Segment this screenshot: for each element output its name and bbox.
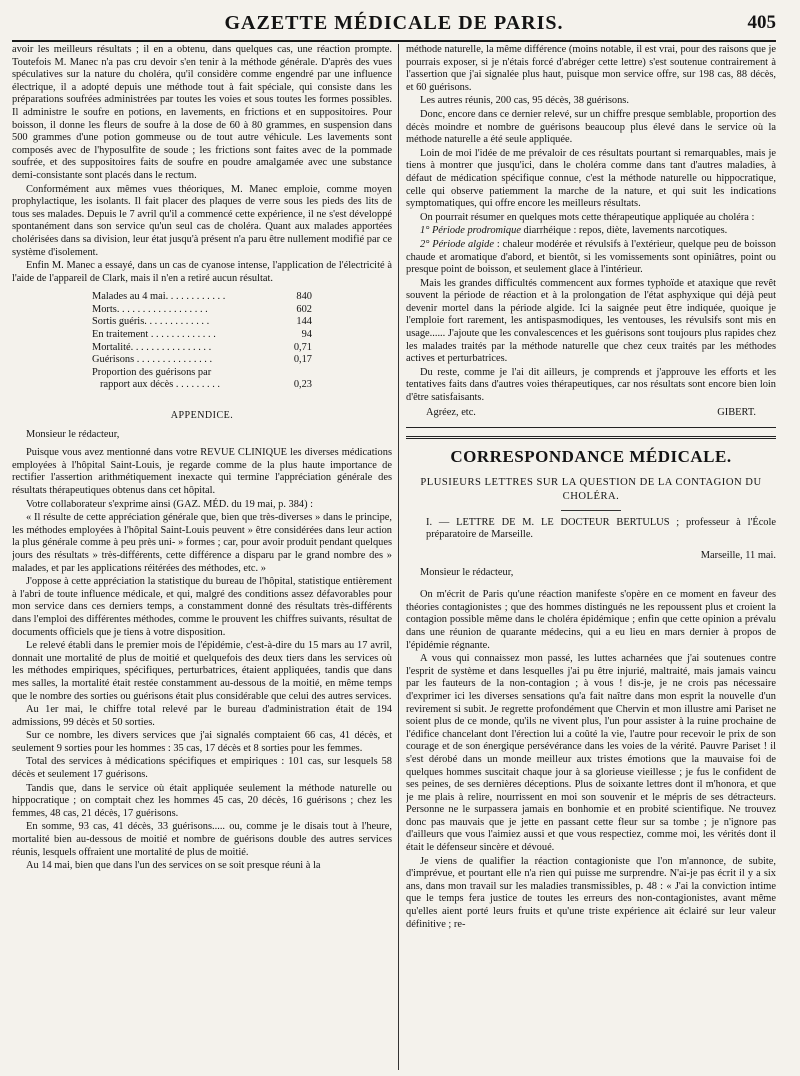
stat-label: En traitement . . . . . . . . . . . . . xyxy=(92,329,216,341)
paragraph: Mais les grandes difficultés commencent aux formes typhoïde et ataxique que revêt souvent la période de réaction et à la prolongation de l'état asphyxique qui déjà peut devenir mortel dans la période algide. Ici la saignée peut être indiquée, quoique je l'emploie fort rarement, les antispasmodiques, les ventouses, les révulsifs sont mis en usage...... J'ajoute que les convalescences et les guérisons sont toujours plus rapides chez les malades traités par la méthode naturelle que chez ceux traités par les méthodes actives et perturbatrices. xyxy=(406,277,776,365)
stat-row xyxy=(92,329,312,342)
paragraph: A vous qui connaissez mon passé, les luttes acharnées que j'ai soutenues contre l'esprit de système et dans lesquelles j'ai pu être injurié, maltraité, mais jamais vaincu par les fauteurs de la non-contagion ; à vous ! dis-je, je ne crois pas nécessaire d'exprimer ici les diverses sensations qu'a fait naître dans mon esprit la nouvelle d'un revirement si subit. Je regrette profondément que Chervin et mon illustre ami Pariset ne soient plus de ce monde, qu'ils ne vivent plus, l'un pour assister à la ruine prochaine de l'édifice chancelant dont l'érection lui a coûté la vie, l'autre pour recevoir le prix de son courage et de son énergique persévérance dans les voies de la vérité. Pauvre Pariset ! il s'est dérobé dans un monde meilleur aux tristes émotions que la mauvaise foi de quelques hommes suscitait chaque jour à sa glorieuse vieillesse ; je fus le confident de ses peines, de ses dernières déceptions. Plus de soixante lettres dont il m'honora, et que je me plais à relire, nourrissent en moi son souvenir et le mépris de ses détracteurs. Personne ne le surpassera jamais en bonhomie et en probité scientifique. Ne trouvez donc pas mauvais que je jette en passant cette fleur sur sa tombe ; je n'ignore pas d'ailleurs que vous l'aimiez aussi et que vous respectiez, comme moi, les vérités dont il était le défenseur sincère et dévoué. xyxy=(406,653,776,854)
stat-label: Proportion des guérisons par xyxy=(92,366,212,378)
stat-row xyxy=(92,291,312,304)
phase-label: 2° Période algide xyxy=(420,238,494,250)
stat-label: Morts. . . . . . . . . . . . . . . . . . xyxy=(92,303,208,315)
paragraph: Au 14 mai, bien que dans l'un des services on se soit presque réuni à la xyxy=(26,860,321,872)
stat-row xyxy=(92,342,312,355)
paragraph: Je viens de qualifier la réaction contagioniste que l'on m'annonce, de subite, d'imprévue, et pourtant elle n'a rien qui puisse me surprendre. N'ai-je pas écrit il y a six ans, dans mon travail sur les maladies transmissibles, p. 48 : « J'ai la conviction intime que le temps fera justice de toutes les erreurs des non-contagionistes, avant même qu'elles aient porté leurs fruits et qu'une triste expérience ait éclairé sur leur valeur définitive ; re- xyxy=(406,855,776,930)
paragraph: avoir les meilleurs résultats ; il en a obtenu, dans quelques cas, une réaction prompte. Toutefois M. Manec n'a pas cru devoir s'en tenir à la méthode générale. D'après des vues spéculatives sur la nature du choléra, qu'il considère comme engendré par une influence électrique, il a adopté depuis une méthode tout à fait spéciale, qui consiste dans les préparations soufrées administrées par toutes les voies et sous toutes les formes possibles. Il administre le soufre en potions, en lavements, en frictions et en suppositoires. Pour boisson, il donne les fleurs de soufre à la dose de 60 à 80 grammes, en suspension dans 500 grammes d'une potion gommeuse ou de tout autre véhicule. Les lavements sont composés avec de l'hyposulfite de soude ; les frictions sont faites avec de la pommade soufrée, et des suppositoires faits de soufre en poudre amalgamée avec une substance demi-consistante sont placés dans le rectum. xyxy=(12,44,392,181)
page-header xyxy=(12,10,776,42)
paragraph: On m'écrit de Paris qu'une réaction manifeste s'opère en ce moment en faveur des théories contagionistes ; que des hommes distingués ne les repoussent plus et croient la contagion possible même dans le choléra épidémique ; enfin que cette opinion a prévalu dans une réunion de quarante médecins, qui a eu lieu en mars dernier à propos de l'épidémie régnante. xyxy=(406,589,776,651)
left-column xyxy=(12,44,392,1072)
stat-value: 840 xyxy=(296,291,312,303)
stat-label: Sortis guéris. . . . . . . . . . . . . xyxy=(92,316,210,328)
treatment-item xyxy=(406,225,776,238)
paragraph: Donc, encore dans ce dernier relevé, sur un chiffre presque semblable, proportion des décès moindre et nombre de guérisons beaucoup plus élevé dans le service où la méthode naturelle a été seule appliquée. xyxy=(406,108,776,146)
section-title: CORRESPONDANCE MÉDICALE. xyxy=(450,447,732,467)
short-divider xyxy=(561,510,621,511)
letter-heading: I. — LETTRE DE M. LE DOCTEUR BERTULUS ; professeur à l'École préparatoire de Marseille. xyxy=(426,516,776,541)
stat-value: 0,23 xyxy=(293,379,312,391)
right-column xyxy=(406,44,776,1072)
signature: GIBERT. xyxy=(717,406,756,418)
stat-value xyxy=(282,367,312,380)
stat-label: Malades au 4 mai. . . . . . . . . . . . xyxy=(92,291,226,303)
paragraph: Enfin M. Manec a essayé, dans un cas de cyanose intense, l'application de l'électricité à l'aide de l'appareil de Clark, mais il n'en a retiré aucun résultat. xyxy=(12,260,392,284)
section-subtitle: PLUSIEURS LETTRES SUR LA QUESTION DE LA CONTAGION DU CHOLÉRA. xyxy=(420,476,762,502)
paragraph: méthode naturelle, la même différence (moins notable, il est vrai, pour des raisons que je pourrais exposer, si je n'étais forcé d'abréger cette lettre) s'est soutenue contrairement à l'assertion que j'ai signalée plus haut, puisque mon service offre, sur 198 cas, 88 décès, et 60 guérisons. xyxy=(406,44,776,93)
paragraph: Total des services à médications spécifiques et empiriques : 101 cas, sur lesquels 58 décès et seulement 17 guérisons. xyxy=(12,756,392,781)
stat-row xyxy=(92,354,312,367)
paragraph: Puisque vous avez mentionné dans votre REVUE CLINIQUE les diverses médications employées à l'hôpital Saint-Louis, je regarde comme de la plus haute importance de rectifier l'assertion arithmétiquement inexacte qui termine l'appréciation générale des résultats thérapeutiques obtenus dans cet hôpital. xyxy=(12,447,392,496)
quoted-paragraph: « Il résulte de cette appréciation générale que, bien que très-diverses » dans le principe, les méthodes employées à l'hôpital Saint-Louis peuvent » être considérées dans leur action la plus générale comme à peu près uni- » formes ; car, pour avoir produit pendant quelques jours des résultats » très-différents, cette différence a disparu par le grand nombre des » malades, et par les applications réitérées des méthodes, etc. » xyxy=(12,512,392,574)
stat-label: Mortalité. . . . . . . . . . . . . . . . xyxy=(92,341,212,353)
stat-label: rapport aux décès . . . . . . . . . xyxy=(100,379,221,391)
salutation: Monsieur le rédacteur, xyxy=(420,566,514,578)
paragraph: Au 1er mai, le chiffre total relevé par le bureau d'administration était de 194 admissions, 99 décès et 50 sorties. xyxy=(12,704,392,728)
page-number: 405 xyxy=(747,12,776,33)
stat-label: Guérisons . . . . . . . . . . . . . . . xyxy=(92,354,213,366)
paragraph: Tandis que, dans le service où était appliquée seulement la méthode naturelle ou hippocratique ; on comptait chez les hommes 45 cas, 20 décès, 16 guérisons ; chez les femmes, 48 cas, 21 décès, 17 guérisons. xyxy=(12,782,392,819)
journal-title: GAZETTE MÉDICALE DE PARIS. xyxy=(224,12,564,34)
phase-label: 1° Période prodromique xyxy=(420,225,521,237)
section-divider-double xyxy=(406,436,776,439)
paragraph: Sur ce nombre, les divers services que j'ai signalés comptaient 66 cas, 41 décès, et seulement 9 sorties pour les hommes : 35 cas, 17 décès et 8 sorties pour les femmes. xyxy=(12,730,392,754)
letter-closing xyxy=(406,407,776,420)
stat-row xyxy=(92,316,312,329)
paragraph: On pourrait résumer en quelques mots cette thérapeutique appliquée au choléra : xyxy=(420,211,755,223)
paragraph: Les autres réunis, 200 cas, 95 décès, 38 guérisons. xyxy=(420,95,629,107)
phase-text: diarrhéique : repos, diète, lavements narcotiques. xyxy=(520,225,728,237)
stat-row xyxy=(92,304,312,317)
paragraph: En somme, 93 cas, 41 décès, 33 guérisons..... ou, comme je le disais tout à l'heure, mortalité bien au-dessous de moitié et nombre de guérisons double des autres services réunis, lesquels offraient une mortalité de plus de moitié. xyxy=(12,821,392,858)
treatment-item xyxy=(406,239,776,277)
stat-value: 0,71 xyxy=(293,341,312,353)
statistics-table xyxy=(92,291,312,392)
stat-row xyxy=(92,367,312,380)
paragraph: Conformément aux mêmes vues théoriques, M. Manec emploie, comme moyen prophylactique, les isolants. Il fait placer des plaques de verre sous les pieds des lits de tous ses malades. Depuis le 7 avril qu'il a commencé cette expérience, il ne s'est développé spontanément dans son service qu'un seul cas de choléra. Quant aux malades apportées cholérisées dans sa division, leur état jusqu'à présent n'a paru être nullement modifié par ce système d'isolement. xyxy=(12,183,392,258)
paragraph: Le relevé établi dans le premier mois de l'épidémie, c'est-à-dire du 15 mars au 17 avril, donnait une mortalité de plus de moitié et quelquefois des deux tiers dans les services où les méthodes empiriques, spécifiques, perturbatrices, étaient appliquées, tandis que dans mes salles, la mortalité était restée constamment au-dessous de la moitié, en même temps que le nombre des sorties ou guérisons était plus considérable que celui des autres services. xyxy=(12,640,392,702)
column-divider xyxy=(398,44,399,1070)
stat-value: 602 xyxy=(296,303,312,315)
stat-value: 144 xyxy=(296,316,312,328)
section-divider xyxy=(406,427,776,428)
salutation: Monsieur le rédacteur, xyxy=(26,428,120,440)
paragraph: Loin de moi l'idée de me prévaloir de ces résultats pourtant si remarquables, mais je tiens à montrer que jusqu'ici, dans le choléra comme dans tant d'autres maladies, à défaut de médication spécifique connue, c'est la méthode naturelle ou hippocratique, celle qui observe patiemment la marche de la nature, et qui suit les indications symptomatiques, qui offre encore les meilleurs résultats. xyxy=(406,147,776,210)
stat-value: 0,17 xyxy=(293,354,312,366)
paragraph: Du reste, comme je l'ai dit ailleurs, je comprends et j'approuve les efforts et les tentatives faits dans d'autres voies thérapeutiques, car nos résultats sont encore bien loin d'être satisfaisants. xyxy=(406,366,776,404)
closing-text: Agréez, etc. xyxy=(426,406,476,418)
place-date: Marseille, 11 mai. xyxy=(700,550,776,561)
stat-row xyxy=(92,379,312,392)
paragraph: J'oppose à cette appréciation la statistique du bureau de l'hôpital, statistique entièrement à l'abri de toute influence médicale, et qui, malgré des conditions assez défavorables pour mon service dans ces derniers temps, a constamment donné des résultats très-différents dans l'emploi des différentes méthodes, comme le prouvent les chiffres suivants, résultat de documents officiels que je tiens à votre disposition. xyxy=(12,576,392,638)
stat-value: 94 xyxy=(301,329,312,341)
paragraph: Votre collaborateur s'exprime ainsi (GAZ. MÉD. du 19 mai, p. 384) : xyxy=(26,498,314,510)
phase-text: : chaleur modérée et révulsifs à l'extérieur, quelque peu de boisson chaude et aromatique d'abord, et bientôt, si les vomissements sont opiniâtres, point ou presque point de boisson, et seulement glace à l'intérieur. xyxy=(406,238,776,276)
appendix-heading: APPENDICE. xyxy=(170,410,234,422)
